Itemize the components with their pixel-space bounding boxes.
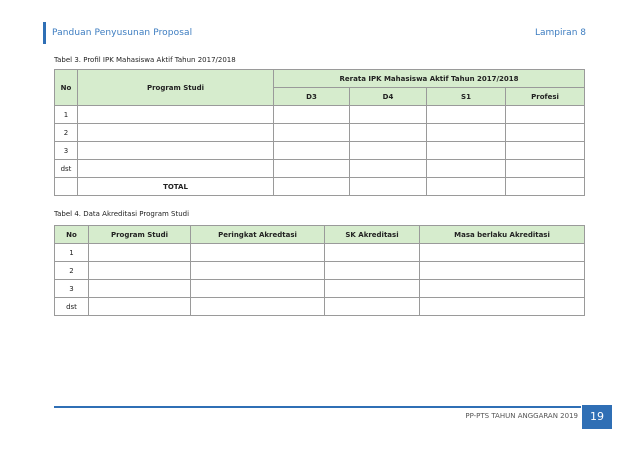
table-cell <box>427 160 506 178</box>
table-cell <box>350 142 427 160</box>
header-appendix-label: Lampiran 8 <box>534 28 586 38</box>
table3-header-d3: D3 <box>274 88 350 106</box>
table-cell <box>350 178 427 196</box>
table-cell <box>427 106 506 124</box>
row-number: dst <box>55 298 89 316</box>
table-cell <box>191 262 325 280</box>
total-label: TOTAL <box>78 178 274 196</box>
table-cell <box>78 124 274 142</box>
table3-caption: Tabel 3. Profil IPK Mahasiswa Aktif Tahun 2017/2018 <box>54 56 236 64</box>
header-title: Panduan Penyusunan Proposal <box>52 28 193 38</box>
row-number: 1 <box>55 106 78 124</box>
table-row <box>55 298 585 316</box>
table-row-total <box>55 178 585 196</box>
table-cell <box>89 262 191 280</box>
table-cell <box>420 262 585 280</box>
table3-header-s1: S1 <box>427 88 506 106</box>
table4 <box>54 225 585 316</box>
table-cell <box>420 244 585 262</box>
footer-text: PP-PTS TAHUN ANGGARAN 2019 <box>465 412 578 420</box>
table3-header-program-studi: Program Studi <box>78 70 274 106</box>
table-cell <box>191 244 325 262</box>
table3-header-no: No <box>55 70 78 106</box>
table-row <box>55 106 585 124</box>
table-cell <box>274 178 350 196</box>
table-cell <box>274 142 350 160</box>
row-number: dst <box>55 160 78 178</box>
table-cell <box>55 178 78 196</box>
table-row <box>55 160 585 178</box>
footer-rule <box>54 406 581 408</box>
table4-header-masa-berlaku: Masa berlaku Akreditasi <box>420 226 585 244</box>
table4-header-peringkat-akreditasi: Peringkat Akredtasi <box>191 226 325 244</box>
table-cell <box>350 106 427 124</box>
row-number: 1 <box>55 244 89 262</box>
table3-header-profesi: Profesi <box>506 88 585 106</box>
table-cell <box>325 244 420 262</box>
table-cell <box>420 298 585 316</box>
table-cell <box>274 124 350 142</box>
table-cell <box>506 160 585 178</box>
table-row <box>55 142 585 160</box>
table-cell <box>78 142 274 160</box>
table-cell <box>325 298 420 316</box>
table-cell <box>427 124 506 142</box>
table4-header-sk-akreditasi: SK Akreditasi <box>325 226 420 244</box>
table-cell <box>506 106 585 124</box>
table-cell <box>89 244 191 262</box>
header-accent-bar <box>43 22 46 44</box>
table-cell <box>78 106 274 124</box>
table-row <box>55 124 585 142</box>
table-cell <box>274 106 350 124</box>
page-number: 19 <box>582 405 612 429</box>
table3-header-d4: D4 <box>350 88 427 106</box>
table-cell <box>506 124 585 142</box>
table-cell <box>191 298 325 316</box>
table-row <box>55 280 585 298</box>
table-row <box>55 262 585 280</box>
table-cell <box>420 280 585 298</box>
table-cell <box>191 280 325 298</box>
table-cell <box>350 160 427 178</box>
table-cell <box>506 178 585 196</box>
table-cell <box>325 280 420 298</box>
table-cell <box>506 142 585 160</box>
row-number: 2 <box>55 262 89 280</box>
row-number: 3 <box>55 280 89 298</box>
table4-caption: Tabel 4. Data Akreditasi Program Studi <box>54 210 190 218</box>
table-cell <box>350 124 427 142</box>
table4-header-no: No <box>55 226 89 244</box>
row-number: 2 <box>55 124 78 142</box>
row-number: 3 <box>55 142 78 160</box>
table-cell <box>89 298 191 316</box>
table-cell <box>89 280 191 298</box>
table-cell <box>427 142 506 160</box>
table-cell <box>427 178 506 196</box>
table3 <box>54 69 585 196</box>
table-row <box>55 244 585 262</box>
table-cell <box>78 160 274 178</box>
table4-header-program-studi: Program Studi <box>89 226 191 244</box>
table3-header-rerata-ipk: Rerata IPK Mahasiswa Aktif Tahun 2017/2018 <box>274 70 585 88</box>
table-cell <box>325 262 420 280</box>
table-cell <box>274 160 350 178</box>
